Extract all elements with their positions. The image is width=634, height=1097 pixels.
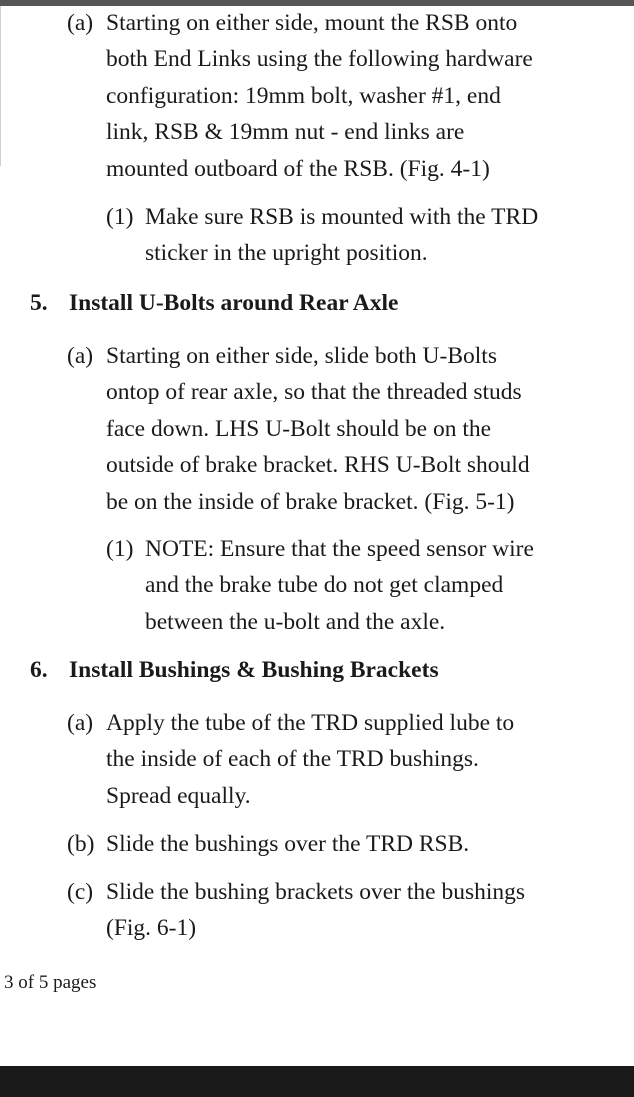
item-line: NOTE: Ensure that the speed sensor wire <box>145 536 534 562</box>
bottom-edge-bar <box>0 1066 634 1097</box>
item-line: face down. LHS U-Bolt should be on the <box>106 415 492 442</box>
item-line: the inside of each of the TRD bushings. <box>106 746 479 773</box>
item-line: Spread equally. <box>106 782 251 809</box>
item-line: be on the inside of brake bracket. (Fig. 5-1) <box>106 488 515 515</box>
item-line: ontop of rear axle, so that the threaded studs <box>106 379 522 406</box>
item-line: outside of brake bracket. RHS U-Bolt should <box>106 452 530 479</box>
item-marker: (c) <box>67 879 94 905</box>
item-line: mounted outboard of the RSB. (Fig. 4-1) <box>106 155 490 182</box>
left-edge-line <box>0 6 1 166</box>
item-line: and the brake tube do not get clamped <box>145 572 504 599</box>
step-title: Install Bushings & Bushing Brackets <box>69 657 439 683</box>
item-line: configuration: 19mm bolt, washer #1, end <box>106 82 501 109</box>
item-line: both End Links using the following hardware <box>106 46 533 73</box>
step-number: 6. <box>30 657 48 683</box>
item-line: link, RSB & 19mm nut - end links are <box>106 119 465 146</box>
item-line: Make sure RSB is mounted with the TRD <box>145 204 539 230</box>
item-marker: (a) <box>67 10 94 36</box>
item-line: Slide the bushing brackets over the bushings <box>106 879 526 905</box>
item-line: (Fig. 6-1) <box>106 915 197 942</box>
item-line: Apply the tube of the TRD supplied lube to <box>106 710 515 736</box>
item-marker: (1) <box>106 536 134 562</box>
item-marker: (a) <box>67 343 94 369</box>
item-marker: (b) <box>67 831 95 857</box>
item-line: sticker in the upright position. <box>145 240 428 267</box>
item-line: Starting on either side, mount the RSB onto <box>106 10 518 36</box>
step-title: Install U-Bolts around Rear Axle <box>69 290 399 316</box>
item-line: between the u-bolt and the axle. <box>145 608 446 635</box>
item-line: Starting on either side, slide both U-Bolts <box>106 343 497 369</box>
page-footer: 3 of 5 pages <box>4 972 97 993</box>
item-line: Slide the bushings over the TRD RSB. <box>106 831 470 857</box>
step-number: 5. <box>30 290 48 316</box>
item-marker: (1) <box>106 204 134 230</box>
item-marker: (a) <box>67 710 94 736</box>
